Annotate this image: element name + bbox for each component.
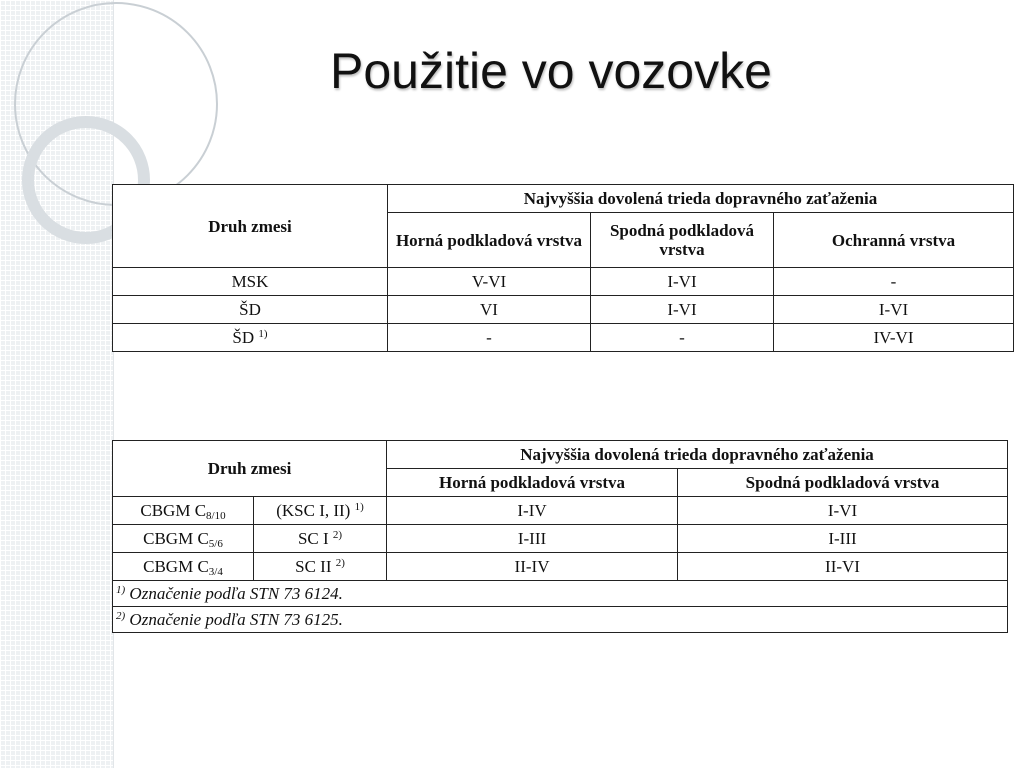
table-row [113, 553, 1008, 581]
header-mix-type: Druh zmesi [113, 441, 387, 497]
table-row [113, 324, 1014, 352]
table-header-row [113, 441, 1008, 469]
footnote-marker: 1) [354, 501, 364, 513]
table-header-row [113, 185, 1014, 213]
cell-class: SC II $^{2)}$ [254, 553, 387, 581]
usage-table-unbound-mixes [112, 184, 1014, 352]
cell-mix: CBGM $C_{8/10}$ [113, 497, 254, 525]
cell-lower: - [591, 324, 774, 352]
header-mix-type: Druh zmesi [113, 185, 388, 268]
header-upper-base-layer: Horná podkladová vrstva [388, 213, 591, 268]
cell-mix: ŠD $^{1)}$ [113, 324, 388, 352]
cell-protective: - [774, 268, 1014, 296]
cell-protective: IV-VI [774, 324, 1014, 352]
cell-upper: V-VI [388, 268, 591, 296]
cell-mix: CBGM $C_{5/6}$ [113, 525, 254, 553]
cell-class: (KSC I, II) $^{1)}$ [254, 497, 387, 525]
footnote-2: $^{2)}$ Označenie podľa STN 73 6125. [113, 607, 1008, 633]
footnote-marker: 2) [332, 529, 343, 541]
cell-upper: - [388, 324, 591, 352]
cell-upper: I-IV [387, 497, 678, 525]
table-note-row [113, 581, 1008, 607]
slide-title: Použitie vo vozovke [330, 43, 772, 99]
footnote-marker: 1) [258, 328, 268, 340]
table-row [113, 268, 1014, 296]
header-max-traffic-class: Najvyššia dovolená trieda dopravného zaťaženia [388, 185, 1014, 213]
header-lower-base-layer: Spodná podkladová vrstva [591, 213, 774, 268]
table-row [113, 296, 1014, 324]
usage-table-cement-bound-mixes [112, 440, 1008, 633]
header-protective-layer: Ochranná vrstva [774, 213, 1014, 268]
footnote-marker: 2) [335, 557, 345, 569]
cell-lower: I-VI [678, 497, 1008, 525]
cell-lower: I-III [678, 525, 1008, 553]
cell-mix: ŠD [113, 296, 388, 324]
table-row [113, 525, 1008, 553]
cell-lower: II-VI [678, 553, 1008, 581]
cell-mix: MSK [113, 268, 388, 296]
header-lower-base-layer: Spodná podkladová vrstva [678, 469, 1008, 497]
cell-upper: VI [388, 296, 591, 324]
cell-lower: I-VI [591, 296, 774, 324]
cell-protective: I-VI [774, 296, 1014, 324]
table-row [113, 497, 1008, 525]
cell-mix: CBGM $C_{3/4}$ [113, 553, 254, 581]
cell-upper: I-III [387, 525, 678, 553]
footnote-1: $^{1)}$ Označenie podľa STN 73 6124. [113, 581, 1008, 607]
header-upper-base-layer: Horná podkladová vrstva [387, 469, 678, 497]
header-max-traffic-class: Najvyššia dovolená trieda dopravného zaťaženia [387, 441, 1008, 469]
cell-class: SC I $^{2)}$ [254, 525, 387, 553]
cell-lower: I-VI [591, 268, 774, 296]
cell-upper: II-IV [387, 553, 678, 581]
table-note-row [113, 607, 1008, 633]
